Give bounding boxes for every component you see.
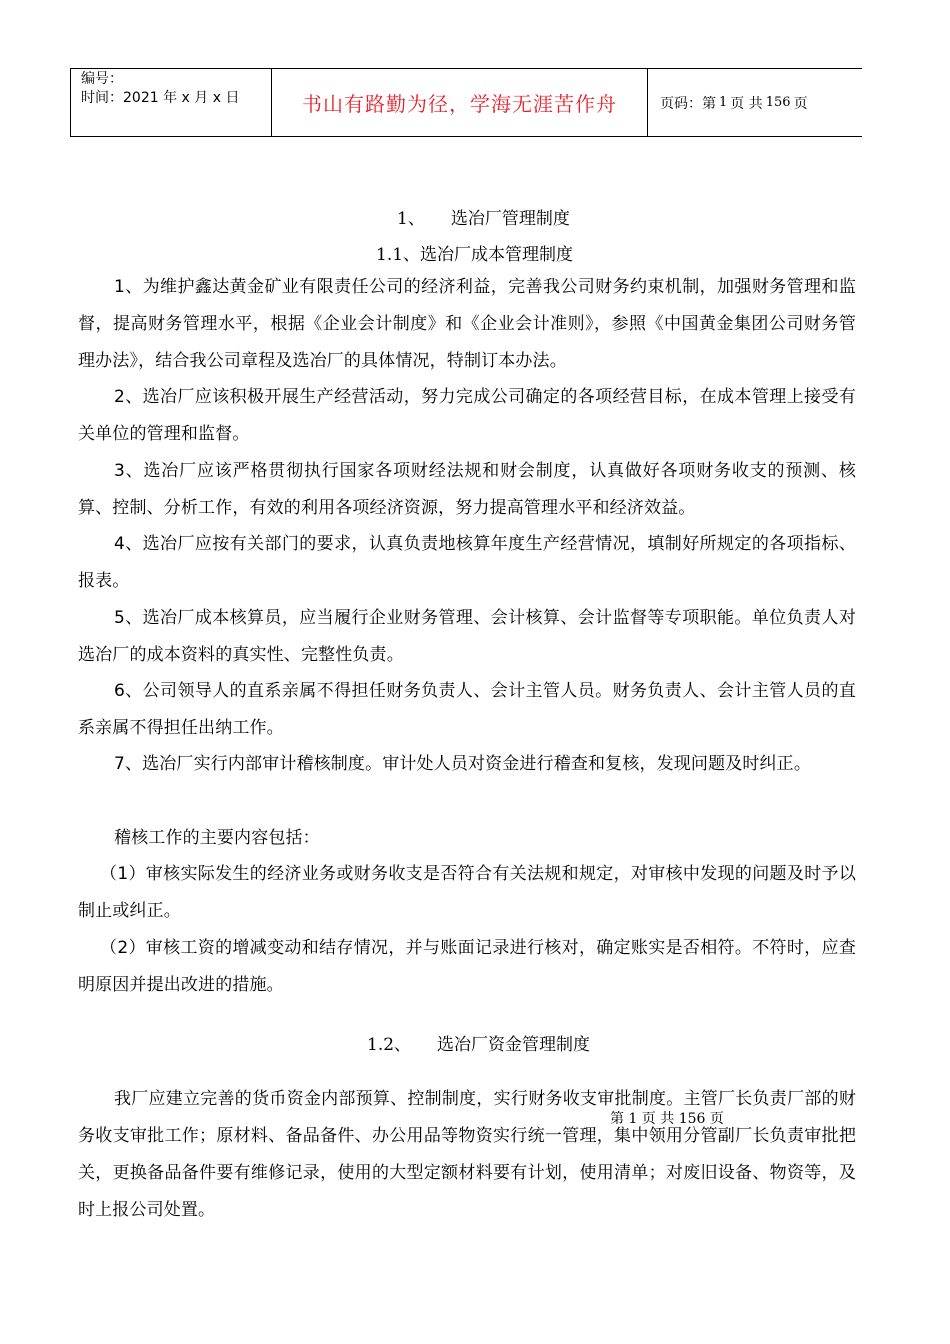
footer-page-number: 第 1 页 共 156 页 <box>610 1111 724 1127</box>
header-motto-cell <box>272 69 648 136</box>
paragraph-funds: 我厂应建立完善的货币资金内部预算、控制制度，实行财务收支审批制度。主管厂长负责厂部的财务收支审批工作；原材料、备品备件、办公用品等物资实行统一管理，集中领用分管副厂长负责审批把关，更换备品备件要有维修记录，使用的大型定额材料要有计划，使用清单；对废旧设备、物资等，及时上报公司处置。 <box>78 1089 856 1220</box>
section-1-2-heading <box>367 1030 590 1055</box>
paragraph-audit-item-1: （1）审核实际发生的经济业务或财务收支是否符合有关法规和规定，对审核中发现的问题及时予以制止或纠正。 <box>78 864 856 921</box>
section-1-1-heading <box>376 240 573 265</box>
number-label: 编号： <box>81 71 123 87</box>
paragraph-7: 7、选冶厂实行内部审计稽核制度。审计处人员对资金进行稽查和复核，发现问题及时纠正。 <box>114 754 811 774</box>
page-mid: 页 共 <box>730 95 763 112</box>
paragraph-6: 6、公司领导人的直系亲属不得担任财务负责人、会计主管人员。财务负责人、会计主管人员的直系亲属不得担任出纳工作。 <box>78 681 856 738</box>
section-1-1-title: 选冶厂成本管理制度 <box>420 245 574 265</box>
paragraph-1: 1、为维护鑫达黄金矿业有限责任公司的经济利益，完善我公司财务约束机制，加强财务管理和监督，提高财务管理水平，根据《企业会计制度》和《企业会计准则》，参照《中国黄金集团公司财务管理办法》，结合我公司章程及选冶厂的具体情况，特制订本办法。 <box>78 277 856 371</box>
paragraph-2: 2、选冶厂应该积极开展生产经营活动，努力完成公司确定的各项经营目标，在成本管理上接受有关单位的管理和监督。 <box>78 387 856 444</box>
paragraph-4: 4、选冶厂应按有关部门的要求，认真负责地核算年度生产经营情况，填制好所规定的各项指标、报表。 <box>78 534 856 591</box>
section-1-2-number: 1.2、 <box>367 1035 412 1055</box>
motto-text: 书山有路勤为径，学海无涯苦作舟 <box>302 92 617 116</box>
section-1-heading <box>397 204 570 229</box>
paragraph-audit-intro: 稽核工作的主要内容包括： <box>114 828 320 848</box>
time-label: 时间：2021 年 x 月 x 日 <box>81 90 240 106</box>
header-table <box>70 68 862 137</box>
section-1-1-number: 1.1、 <box>376 245 421 265</box>
section-1-2-title: 选冶厂资金管理制度 <box>437 1035 591 1055</box>
header-info-cell <box>71 69 272 136</box>
paragraph-5: 5、选冶厂成本核算员，应当履行企业财务管理、会计核算、会计监督等专项职能。单位负责人对选冶厂的成本资料的真实性、完整性负责。 <box>78 608 856 665</box>
page-total: 156 <box>765 95 791 110</box>
header-page-cell <box>648 69 862 136</box>
section-1-title: 选冶厂管理制度 <box>450 209 570 229</box>
paragraph-audit-item-2: （2）审核工资的增减变动和结存情况，并与账面记录进行核对，确定账实是否相符。不符时，应查明原因并提出改进的措施。 <box>78 938 856 995</box>
page-current: 1 <box>719 95 728 110</box>
paragraph-3: 3、选冶厂应该严格贯彻执行国家各项财经法规和财会制度，认真做好各项财务收支的预测、核算、控制、分析工作，有效的利用各项经济资源，努力提高管理水平和经济效益。 <box>78 461 856 518</box>
page-prefix: 页码：第 <box>660 95 716 112</box>
page-suffix: 页 <box>793 95 808 112</box>
section-1-number: 1、 <box>397 209 425 229</box>
